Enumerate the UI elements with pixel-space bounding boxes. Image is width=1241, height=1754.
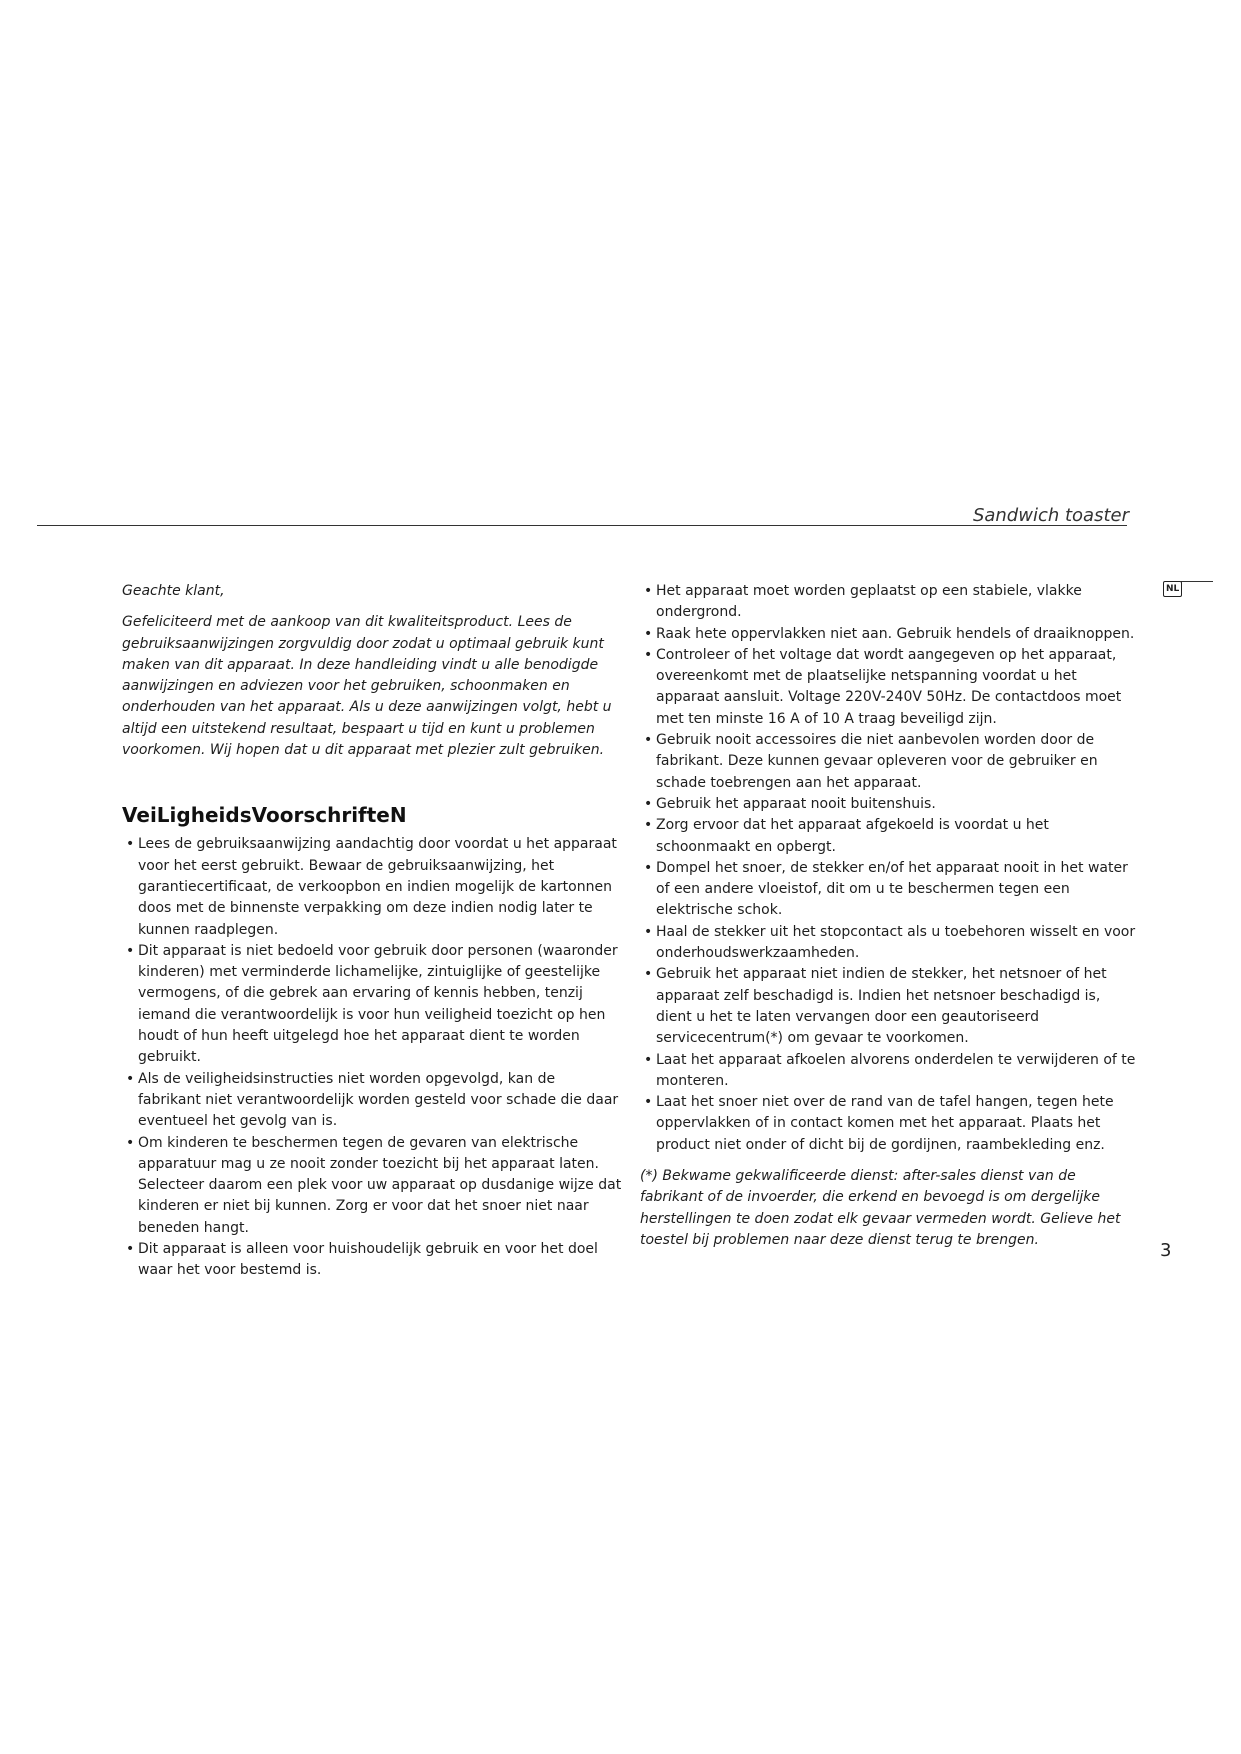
page-number: 3 <box>1160 1240 1172 1261</box>
language-badge: NL <box>1163 581 1182 597</box>
header-rule <box>37 525 1127 526</box>
list-item: • Controleer of het voltage dat wordt aangegeven op het apparaat, overeenkomt met de plaatselijke netspanning voordat u het apparaat aansluit. Voltage 220V-240V 50Hz. De contactdoos moet met ten minste 16 A of 10 A traag beveiligd zijn. <box>640 645 1138 730</box>
list-item: • Om kinderen te beschermen tegen de gevaren van elektrische apparatuur mag u ze nooit zonder toezicht bij het apparaat laten. Selecteer daarom een plek voor uw apparaat op dusdanige wijze dat kinderen er niet bij kunnen. Zorg er voor dat het snoer niet naar beneden hangt. <box>122 1133 622 1239</box>
list-item: • Het apparaat moet worden geplaatst op een stabiele, vlakke ondergrond. <box>640 581 1138 624</box>
list-item: • Dit apparaat is niet bedoeld voor gebruik door personen (waaronder kinderen) met verminderde lichamelijke, zintuiglijke of geestelijke vermogens, of die gebrek aan ervaring of kennis hebben, tenzij iemand die verantwoordelijk is voor hun veiligheid toezicht op hen houdt of hun heeft uitgelegd hoe het apparaat dient te worden gebruikt. <box>122 941 622 1069</box>
list-item: • Laat het apparaat afkoelen alvorens onderdelen te verwijderen of te monteren. <box>640 1050 1138 1093</box>
header-title: Sandwich toaster <box>972 505 1129 526</box>
list-item: • Gebruik het apparaat niet indien de stekker, het netsnoer of het apparaat zelf beschadigd is. Indien het netsnoer beschadigd is, dient u het te laten vervangen door een geautoriseerd servicecentrum(*) om gevaar te voorkomen. <box>640 964 1138 1049</box>
list-item: • Haal de stekker uit het stopcontact als u toebehoren wisselt en voor onderhoudswerkzaamheden. <box>640 922 1138 965</box>
intro-paragraph: Gefeliciteerd met de aankoop van dit kwaliteitsproduct. Lees de gebruiksaanwijzingen zorgvuldig door zodat u optimaal gebruik kunt maken van dit apparaat. In deze handleiding vindt u alle benodigde aanwijzingen en adviezen voor het gebruiken, schoonmaken en onderhouden van het apparaat. Als u deze aanwijzingen volgt, hebt u altijd een uitstekend resultaat, bespaart u tijd en kunt u problemen voorkomen. Wij hopen dat u dit apparaat met plezier zult gebruiken. <box>122 614 612 759</box>
list-item: • Laat het snoer niet over de rand van de tafel hangen, tegen hete oppervlakken of in contact komen met het apparaat. Plaats het product niet onder of dicht bij de gordijnen, raambekleding enz. <box>640 1092 1138 1156</box>
list-item: • Zorg ervoor dat het apparaat afgekoeld is voordat u het schoonmaakt en opbergt. <box>640 815 1138 858</box>
list-item: • Als de veiligheidsinstructies niet worden opgevolgd, kan de fabrikant niet verantwoordelijk worden gesteld voor schade die daar eventueel het gevolg van is. <box>122 1069 622 1133</box>
list-item: • Dit apparaat is alleen voor huishoudelijk gebruik en voor het doel waar het voor bestemd is. <box>122 1239 622 1282</box>
safety-list-left <box>122 834 622 1281</box>
footnote: (*) Bekwame gekwalificeerde dienst: after-sales dienst van de fabrikant of de invoerder, die erkend en bevoegd is om dergelijke herstellingen te doen zodat elk gevaar vermeden wordt. Gelieve het toestel bij problemen naar deze dienst terug te brengen. <box>640 1168 1121 1248</box>
list-item: • Lees de gebruiksaanwijzing aandachtig door voordat u het apparaat voor het eerst gebruikt. Bewaar de gebruiksaanwijzing, het garantiecertificaat, de verkoopbon en indien mogelijk de kartonnen doos met de binnenste verpakking om deze indien nodig later te kunnen raadplegen. <box>122 834 622 940</box>
safety-list-right <box>640 581 1138 1156</box>
right-column <box>640 581 1138 1251</box>
list-item: • Gebruik het apparaat nooit buitenshuis. <box>640 794 1138 815</box>
section-title: VeiLigheidsVoorschrifteN <box>122 803 407 828</box>
list-item: • Dompel het snoer, de stekker en/of het apparaat nooit in het water of een andere vloeistof, dit om u te beschermen tegen een elektrische schok. <box>640 858 1138 922</box>
left-column <box>122 581 622 1282</box>
list-item: • Raak hete oppervlakken niet aan. Gebruik hendels of draaiknoppen. <box>640 624 1138 645</box>
greeting: Geachte klant, <box>122 583 225 599</box>
list-item: • Gebruik nooit accessoires die niet aanbevolen worden door de fabrikant. Deze kunnen gevaar opleveren voor de gebruiker en schade toebrengen aan het apparaat. <box>640 730 1138 794</box>
language-tab-rule <box>1181 581 1213 582</box>
